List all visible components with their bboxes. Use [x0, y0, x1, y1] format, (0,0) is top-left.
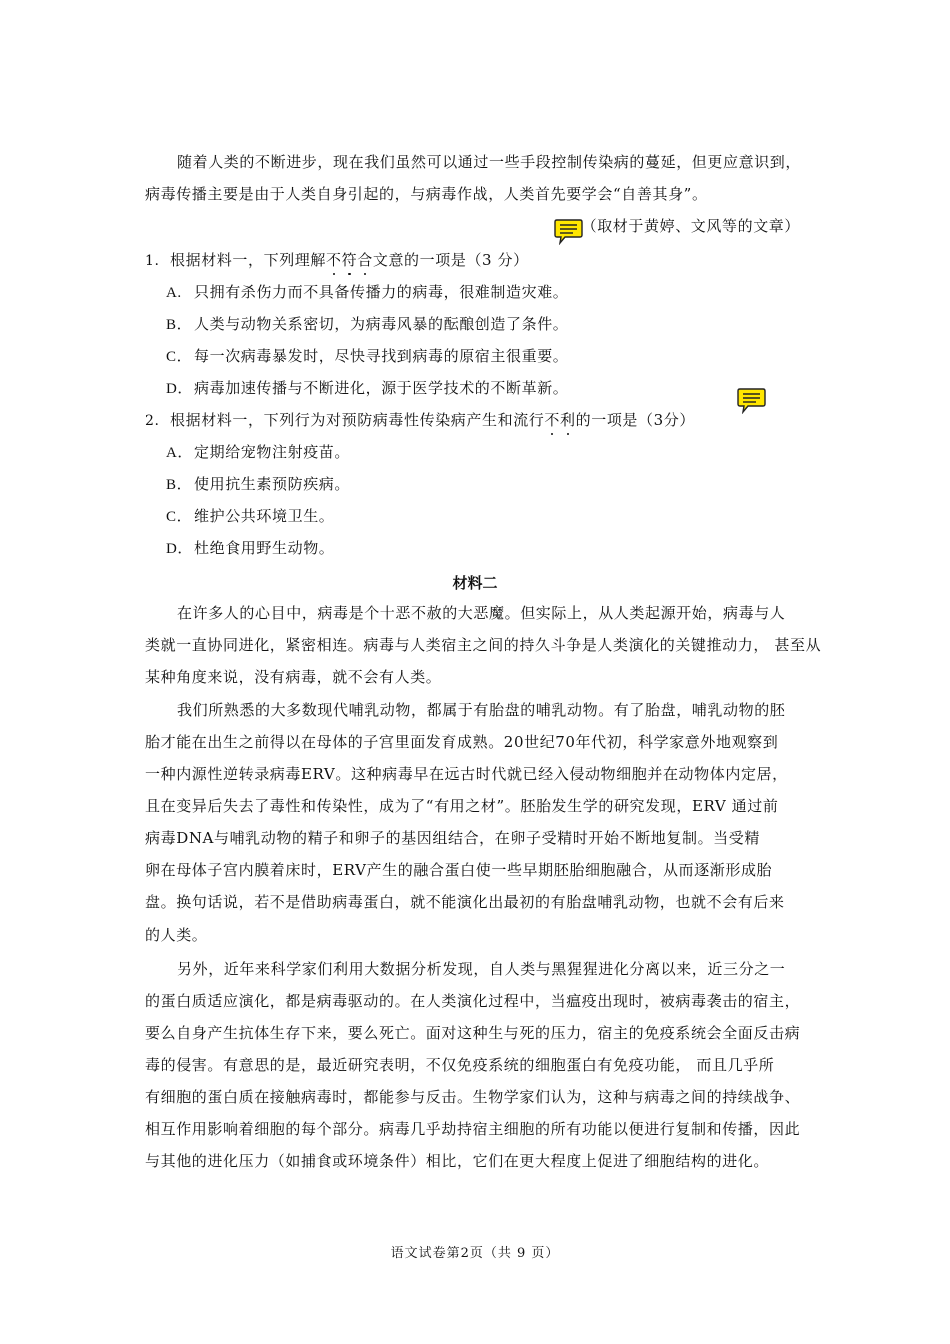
question-2-option-b: B． 使用抗生素预防疾病。: [166, 475, 351, 493]
question-1-option-d: D．病毒加速传播与不断进化，源于医学技术的不断革新。: [166, 379, 569, 397]
paragraph-line: 的人类。: [145, 926, 208, 944]
intro-line-2: 病毒传播主要是由于人类自身引起的，与病毒作战，人类首先要学会“自善其身”。: [145, 185, 708, 203]
paragraph-line: 胎才能在出生之前得以在母体的子宫里面发育成熟。20世纪70年代初，科学家意外地观察到: [145, 733, 779, 751]
section-heading: 材料二: [452, 574, 498, 592]
emphasis-char: 不: [544, 411, 561, 429]
emphasis-char: 不: [326, 251, 342, 269]
paragraph-line: 且在变异后失去了毒性和传染性，成为了“有用之材”。胚胎发生学的研究发现，ERV 通过前: [145, 797, 779, 815]
question-2-option-d: D．杜绝食用野生动物。: [166, 539, 335, 557]
paragraph-line: 盘。换句话说，若不是借助病毒蛋白，就不能演化出最初的有胎盘哺乳动物，也就不会有后来: [145, 893, 785, 911]
comment-icon[interactable]: [736, 387, 767, 414]
question-2-number: 2.: [145, 413, 160, 429]
question-1-option-c: C． 每一次病毒暴发时，尽快寻找到病毒的原宿主很重要。: [166, 347, 569, 365]
paragraph-line: 我们所熟悉的大多数现代哺乳动物，都属于有胎盘的哺乳动物。有了胎盘，哺乳动物的胚: [177, 701, 786, 719]
paragraph-line: 类就一直协同进化，紧密相连。病毒与人类宿主之间的持久斗争是人类演化的关键推动力， 甚至从: [145, 636, 822, 654]
question-2-option-a: A．定期给宠物注射疫苗。: [166, 443, 351, 461]
source-citation: （取材于黄婷、文风等的文章）: [581, 217, 800, 235]
paragraph-line: 相互作用影响着细胞的每个部分。病毒几乎劫持宿主细胞的所有功能以便进行复制和传播，因此: [145, 1120, 801, 1138]
question-2-stem: 根据材料一，下列行为对预防病毒性传染病产生和流行不利的一项是（3分）: [170, 411, 695, 429]
question-2-option-c: C． 维护公共环境卫生。: [166, 507, 335, 525]
emphasis-char: 合: [357, 251, 373, 269]
paragraph-line: 要么自身产生抗体生存下来，要么死亡。面对这种生与死的压力，宿主的免疫系统会全面反击病: [145, 1024, 801, 1042]
question-1-option-a: A. 只拥有杀伤力而不具备传播力的病毒，很难制造灾难。: [166, 283, 569, 301]
paragraph-line: 与其他的进化压力（如捕食或环境条件）相比，它们在更大程度上促进了细胞结构的进化。: [145, 1152, 770, 1170]
paragraph-line: 的蛋白质适应演化，都是病毒驱动的。在人类演化过程中，当瘟疫出现时，被病毒袭击的宿主，: [145, 992, 801, 1010]
emphasis-char: 符: [341, 251, 358, 269]
paragraph-line: 某种角度来说，没有病毒，就不会有人类。: [145, 668, 442, 686]
question-1-number: 1.: [145, 253, 160, 269]
intro-line-1: 随着人类的不断进步，现在我们虽然可以通过一些手段控制传染病的蔓延，但更应意识到，: [177, 153, 802, 171]
paragraph-line: 卵在母体子宫内膜着床时，ERV产生的融合蛋白使一些早期胚胎细胞融合，从而逐渐形成胎: [145, 861, 773, 879]
comment-icon[interactable]: [553, 218, 584, 245]
question-1-option-b: B． 人类与动物关系密切，为病毒风暴的酝酿创造了条件。: [166, 315, 569, 333]
page-footer: 语文试卷第2页（共 9 页）: [390, 1246, 560, 1261]
paragraph-line: 在许多人的心目中，病毒是个十恶不赦的大恶魔。但实际上，从人类起源开始，病毒与人: [177, 604, 786, 622]
question-1-stem: 根据材料一，下列理解不符合文意的一项是（3 分）: [170, 251, 529, 269]
paragraph-line: 一种内源性逆转录病毒ERV。这种病毒早在远古时代就已经入侵动物细胞并在动物体内定居，: [145, 765, 788, 783]
paragraph-line: 病毒DNA与哺乳动物的精子和卵子的基因组结合，在卵子受精时开始不断地复制。当受精: [145, 829, 760, 847]
paragraph-line: 毒的侵害。有意思的是，最近研究表明，不仅免疫系统的细胞蛋白有免疫功能， 而且几乎所: [145, 1056, 775, 1074]
paragraph-line: 有细胞的蛋白质在接触病毒时，都能参与反击。生物学家们认为，这种与病毒之间的持续战争、: [145, 1088, 801, 1106]
emphasis-char: 利: [560, 411, 576, 429]
paragraph-line: 另外，近年来科学家们利用大数据分析发现，自人类与黑猩猩进化分离以来，近三分之一: [177, 960, 786, 978]
